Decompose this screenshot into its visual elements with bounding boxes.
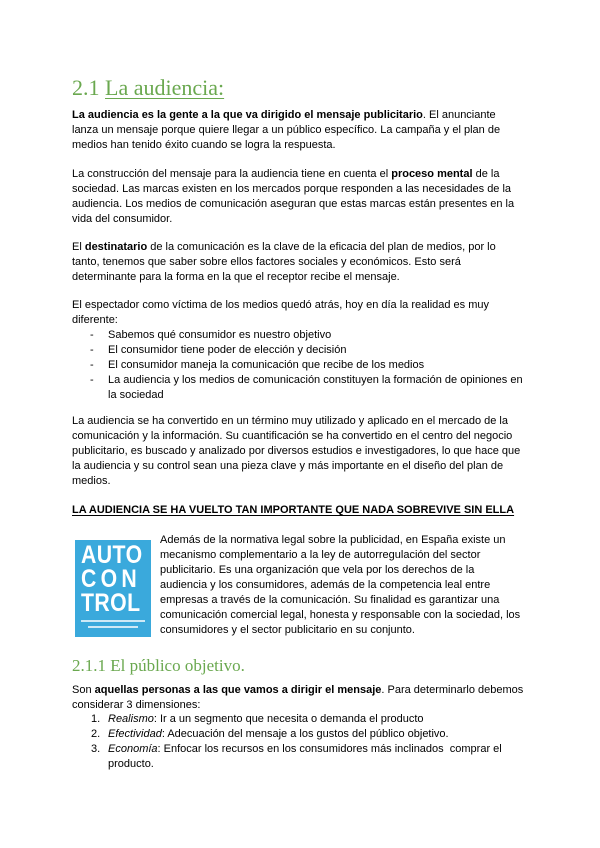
- text-line: [72, 108, 500, 123]
- text-run: comunicación comercial legal, honesta y responsable con la sociedad, los: [160, 609, 521, 621]
- text-run: El espectador como víctima de los medios quedó atrás, hoy en día la realidad es muy: [72, 299, 490, 311]
- logo-text-auto: AUTO: [81, 541, 143, 569]
- dash-marker: -: [90, 374, 94, 386]
- text-run: la audiencia y su control sean una pieza clave y más importante en el diseño del plan de: [72, 460, 504, 472]
- text-run: publicitario, es buscado y analizado por diversos estudios e investigadores, lo que hace que: [72, 445, 521, 457]
- text-line: [72, 474, 520, 489]
- text-run: mecanismo complementario a la ley de autorregulación del sector: [160, 549, 481, 561]
- list-item-text: [108, 328, 523, 343]
- text-run: de la: [472, 168, 500, 180]
- text-run: determinante para la forma en la que el receptor recibe el mensaje.: [72, 271, 400, 283]
- paragraph-construccion: [72, 167, 514, 227]
- numbered-item: [72, 712, 502, 727]
- autocontrol-logo: [75, 540, 151, 637]
- text-run: producto.: [108, 758, 154, 770]
- numbered-item-text: [108, 712, 502, 727]
- paragraph-publico: [72, 683, 523, 713]
- text-line: [72, 429, 520, 444]
- text-run: . El anunciante: [422, 109, 496, 121]
- text-line: [72, 698, 523, 713]
- list-item: [72, 358, 523, 373]
- logo-text-con: CON: [81, 565, 141, 593]
- text-line: [72, 313, 489, 328]
- text-run: El: [72, 241, 85, 253]
- italic-text: Realismo: [108, 713, 154, 725]
- text-line: [72, 182, 514, 197]
- text-run: audiencia y los consumidores, además de la competencia leal entre: [160, 579, 491, 591]
- text-line: [108, 757, 502, 772]
- dash-marker: -: [90, 344, 94, 356]
- text-run: empresas a través de la comunicación. Su finalidad es garantizar una: [160, 594, 500, 606]
- text-run: medios.: [72, 475, 111, 487]
- text-line: [160, 563, 520, 578]
- text-line: [108, 712, 502, 727]
- text-run: tanto, tenemos que saber sobre ellos factores sociales y económicos. Esto será: [72, 256, 461, 268]
- text-line: [72, 138, 500, 153]
- text-line: [72, 167, 514, 182]
- text-run: El consumidor maneja la comunicación que recibe de los medios: [108, 359, 425, 371]
- italic-text: Economía: [108, 743, 158, 755]
- text-line: [108, 328, 523, 343]
- bold-text: proceso mental: [391, 168, 473, 180]
- logo-tagline-graphic: [88, 626, 138, 628]
- text-line: [72, 197, 514, 212]
- text-line: [108, 373, 523, 388]
- text-run: La construcción del mensaje para la audiencia tiene en cuenta el: [72, 168, 392, 180]
- dash-marker: -: [90, 329, 94, 341]
- text-run: diferente:: [72, 314, 118, 326]
- section-heading: [72, 75, 224, 101]
- paragraph-espectador: [72, 298, 489, 328]
- text-run: medios han tenido éxito cuando se logra la respuesta.: [72, 139, 336, 151]
- text-line: [160, 578, 520, 593]
- text-run: : Ir a un segmento que necesita o demanda el producto: [153, 713, 424, 725]
- text-run: Son: [72, 684, 95, 696]
- text-line: [72, 414, 520, 429]
- text-line: [108, 727, 502, 742]
- text-run: La audiencia y los medios de comunicación constituyen la formación de opiniones en: [108, 374, 523, 386]
- text-run: la sociedad: [108, 389, 164, 401]
- subsection-heading: [72, 655, 245, 677]
- list-item-text: [108, 358, 523, 373]
- text-run: El consumidor tiene poder de elección y decisión: [108, 344, 347, 356]
- paragraph-autocontrol: [160, 533, 520, 638]
- text-line: [72, 212, 514, 227]
- list-item: [72, 343, 523, 358]
- text-line: [108, 358, 523, 373]
- text-run: sociedad. Las marcas existen en los mercados porque responden a las necesidades de la: [72, 183, 512, 195]
- list-item-text: [108, 343, 523, 358]
- text-line: [108, 742, 502, 757]
- text-line: [72, 240, 496, 255]
- text-run: : Enfocar los recursos en los consumidores más inclinados comprar el: [157, 743, 502, 755]
- text-line: [72, 255, 496, 270]
- list-item: [72, 373, 523, 403]
- bold-text: La audiencia es la gente a la que va dirigido el mensaje publicitario: [72, 109, 423, 121]
- bold-text: aquellas personas a las que vamos a dirigir el mensaje: [94, 684, 382, 696]
- bold-text: destinatario: [84, 241, 148, 253]
- numbered-item-text: [108, 727, 502, 742]
- text-run: publicitario. Es una organización que vela por los derechos de la: [160, 564, 475, 576]
- italic-text: Efectividad: [108, 728, 162, 740]
- text-run: vida del consumidor.: [72, 213, 173, 225]
- logo-text-trol: TROL: [81, 589, 141, 617]
- list-item: [72, 328, 523, 343]
- dash-list: [72, 328, 523, 403]
- text-line: [160, 548, 520, 563]
- text-line: [160, 623, 520, 638]
- text-run: considerar 3 dimensiones:: [72, 699, 201, 711]
- text-run: Sabemos qué consumidor es nuestro objetivo: [108, 329, 332, 341]
- paragraph-destinatario: [72, 240, 496, 285]
- text-run: Además de la normativa legal sobre la publicidad, en España existe un: [160, 534, 506, 546]
- text-line: [108, 388, 523, 403]
- section-number: 2.1: [72, 75, 100, 100]
- numbered-item: [72, 742, 502, 772]
- callout-text: LA AUDIENCIA SE HA VUELTO TAN IMPORTANTE QUE NADA SOBREVIVE SIN ELLA: [72, 504, 515, 516]
- numbered-item-text: [108, 742, 502, 772]
- text-line: [72, 298, 489, 313]
- text-line: [72, 123, 500, 138]
- text-run: de la comunicación es la clave de la eficacia del plan de medios, por lo: [147, 241, 496, 253]
- dash-marker: -: [90, 359, 94, 371]
- subsection-title: El público objetivo.: [110, 656, 245, 675]
- text-line: [72, 444, 520, 459]
- item-number: 1.: [91, 713, 101, 725]
- item-number: 2.: [91, 728, 101, 740]
- text-run: consumidores y el sector publicitario en su conjunto.: [160, 624, 415, 636]
- text-run: comunicación y la información. Su cuantificación se ha convertido en el centro del negocio: [72, 430, 513, 442]
- list-item-text: [108, 373, 523, 403]
- text-line: [160, 533, 520, 548]
- item-number: 3.: [91, 743, 101, 755]
- text-line: [72, 270, 496, 285]
- text-line: [108, 343, 523, 358]
- section-title: La audiencia:: [105, 75, 225, 100]
- text-run: La audiencia se ha convertido en un término muy utilizado y aplicado en el mercado de la: [72, 415, 508, 427]
- text-line: [160, 593, 520, 608]
- text-line: [72, 459, 520, 474]
- text-line: [72, 683, 523, 698]
- paragraph-audiencia: [72, 108, 500, 153]
- logo-tagline-graphic: [81, 620, 145, 622]
- text-run: . Para determinarlo debemos: [381, 684, 524, 696]
- text-run: lanza un mensaje porque quiere llegar a un público específico. La campaña y el plan de: [72, 124, 501, 136]
- paragraph-cuantificacion: [72, 414, 520, 489]
- numbered-item: [72, 727, 502, 742]
- text-line: [160, 608, 520, 623]
- subsection-number: 2.1.1: [72, 656, 106, 675]
- text-run: audiencia. Los medios de comunicación aseguran que estas marcas están presentes en la: [72, 198, 515, 210]
- text-run: : Adecuación del mensaje a los gustos del público objetivo.: [161, 728, 449, 740]
- numbered-list: [72, 712, 502, 772]
